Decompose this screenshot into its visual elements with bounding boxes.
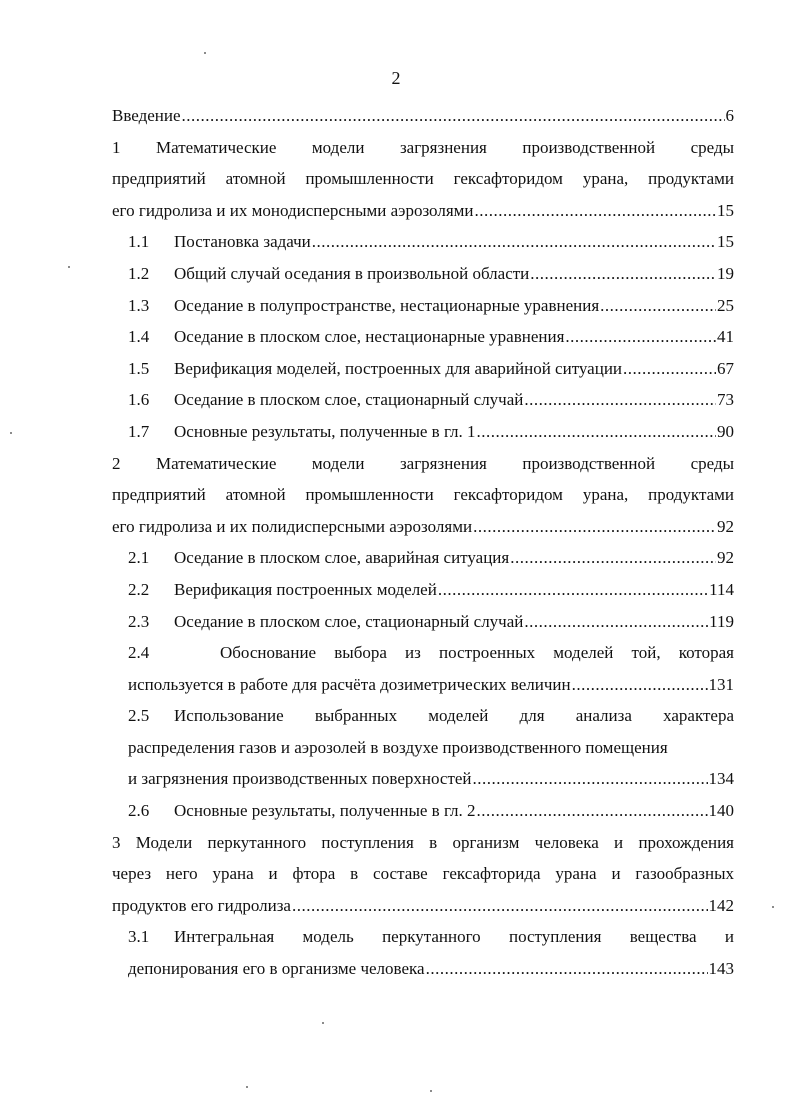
scan-speck <box>204 52 206 54</box>
section-number: 2.3 <box>128 611 150 631</box>
section-title-line-1: 2.5 Использование выбранных моделей для анализа характера <box>128 700 734 732</box>
leader-dots <box>477 416 716 448</box>
section-title: Основные результаты, полученные в гл. 2 <box>174 801 476 821</box>
leader-dots <box>182 100 725 132</box>
toc-entry-chapter-2[interactable] <box>112 448 734 543</box>
toc-entry-page: 92 <box>717 516 734 536</box>
section-title: Оседание в полупространстве, нестационарные уравнения <box>174 295 600 315</box>
toc-entry-chapter-3[interactable] <box>112 827 734 922</box>
toc-entry-section-1-3[interactable] <box>112 290 734 322</box>
section-title-line-1: 2.4 Обоснование выбора из построенных моделей той, которая <box>128 637 734 669</box>
leader-dots <box>510 542 716 574</box>
leader-dots <box>530 258 716 290</box>
section-title-line-2: используется в работе для расчёта дозиметрических величин <box>128 674 571 694</box>
toc-entry-page: 15 <box>717 200 734 220</box>
section-title: Оседание в плоском слое, аварийная ситуация <box>174 548 510 568</box>
toc-entry-page: 114 <box>709 579 734 599</box>
toc-entry-section-1-2[interactable] <box>112 258 734 290</box>
leader-dots <box>524 384 716 416</box>
toc-entry-chapter-1[interactable] <box>112 132 734 227</box>
leader-dots <box>473 511 716 543</box>
page-number: 2 <box>391 68 401 88</box>
toc-entry-section-3-1[interactable] <box>112 921 734 984</box>
section-number: 2.1 <box>128 548 150 568</box>
chapter-title-line-1: 2 Математические модели загрязнения производственной среды <box>112 453 735 473</box>
leader-dots <box>565 321 716 353</box>
toc-entry-section-2-5[interactable] <box>112 700 734 795</box>
chapter-title-line-2: предприятий атомной промышленности гексафторидом урана, продуктами <box>112 169 734 189</box>
toc-entry-page: 90 <box>717 421 734 441</box>
chapter-title-line-1: 3 Модели перкутанного поступления в организм человека и прохождения <box>112 832 734 852</box>
section-number: 1.6 <box>128 390 150 410</box>
scan-speck <box>430 1090 432 1092</box>
chapter-number: 3 <box>112 832 121 852</box>
chapter-number: 1 <box>112 137 121 157</box>
leader-dots <box>475 195 717 227</box>
section-number: 1.2 <box>128 263 150 283</box>
section-number: 1.1 <box>128 232 150 252</box>
section-title: Оседание в плоском слое, нестационарные уравнения <box>174 327 565 347</box>
toc-entry-section-1-7[interactable] <box>112 416 734 448</box>
section-title: Оседание в плоском слое, стационарный случай <box>174 611 524 631</box>
toc-entry-page: 25 <box>717 295 734 315</box>
leader-dots <box>312 226 716 258</box>
leader-dots <box>473 763 708 795</box>
scan-speck <box>246 1086 248 1088</box>
section-title: Верификация построенных моделей <box>174 579 437 599</box>
table-of-contents <box>112 100 734 985</box>
section-title-line-2: распределения газов и аэрозолей в воздухе производственного помещения <box>128 737 668 757</box>
section-title: Общий случай оседания в произвольной области <box>174 263 530 283</box>
section-number: 1.7 <box>128 421 150 441</box>
leader-dots <box>572 669 708 701</box>
leader-dots <box>524 606 708 638</box>
section-number: 1.3 <box>128 295 150 315</box>
leader-dots <box>600 290 716 322</box>
toc-entry-page: 67 <box>717 358 734 378</box>
section-title-line-2: депонирования его в организме человека <box>128 959 425 979</box>
toc-entry-page: 41 <box>717 327 734 347</box>
section-title-line-1: 3.1 Интегральная модель перкутанного поступления вещества и <box>128 921 734 953</box>
toc-entry-intro[interactable] <box>112 100 734 132</box>
chapter-title-line-2: предприятий атомной промышленности гексафторидом урана, продуктами <box>112 485 734 505</box>
chapter-title-line-3: продуктов его гидролиза <box>112 895 291 915</box>
toc-entry-page: 92 <box>717 548 734 568</box>
scan-speck <box>10 432 12 434</box>
toc-entry-section-1-5[interactable] <box>112 353 734 385</box>
toc-entry-page: 142 <box>708 895 734 915</box>
scan-speck <box>68 266 70 268</box>
scan-speck <box>322 1022 324 1024</box>
section-number: 2.2 <box>128 579 150 599</box>
section-number: 1.5 <box>128 358 150 378</box>
chapter-title-line-2: через него урана и фтора в составе гексафторида урана и газообразных <box>112 864 734 884</box>
leader-dots <box>426 953 708 985</box>
toc-entry-page: 140 <box>708 801 734 821</box>
toc-entry-page: 143 <box>708 959 734 979</box>
section-title: Основные результаты, полученные в гл. 1 <box>174 421 476 441</box>
leader-dots <box>438 574 708 606</box>
toc-entry-section-1-6[interactable] <box>112 384 734 416</box>
section-title: Верификация моделей, построенных для аварийной ситуации <box>174 358 623 378</box>
chapter-number: 2 <box>112 453 121 473</box>
toc-entry-section-2-1[interactable] <box>112 542 734 574</box>
section-number: 2.6 <box>128 801 150 821</box>
toc-entry-page: 131 <box>708 674 734 694</box>
section-title-line-3: и загрязнения производственных поверхностей <box>128 769 472 789</box>
chapter-title-line-3: его гидролиза и их полидисперсными аэрозолями <box>112 516 473 536</box>
scan-speck <box>772 906 774 908</box>
toc-entry-section-2-2[interactable] <box>112 574 734 606</box>
toc-entry-page: 73 <box>717 390 734 410</box>
section-number: 2.4 <box>128 643 150 663</box>
section-number: 1.4 <box>128 327 150 347</box>
toc-entry-title: Введение <box>112 106 181 125</box>
section-title: Постановка задачи <box>174 232 311 252</box>
toc-entry-section-2-6[interactable] <box>112 795 734 827</box>
toc-entry-page: 119 <box>709 611 734 631</box>
chapter-title-line-3: его гидролиза и их монодисперсными аэрозолями <box>112 200 474 220</box>
section-title: Оседание в плоском слое, стационарный случай <box>174 390 524 410</box>
section-number: 3.1 <box>128 927 150 947</box>
leader-dots <box>623 353 716 385</box>
toc-entry-page: 134 <box>708 769 734 789</box>
chapter-title-line-1: 1 Математические модели загрязнения производственной среды <box>112 137 735 157</box>
leader-dots <box>292 890 708 922</box>
toc-entry-page: 6 <box>725 106 734 125</box>
toc-entry-section-2-4[interactable] <box>112 637 734 700</box>
section-number: 2.5 <box>128 706 150 726</box>
toc-entry-page: 19 <box>717 263 734 283</box>
leader-dots <box>477 795 708 827</box>
toc-entry-section-2-3[interactable] <box>112 606 734 638</box>
toc-entry-page: 15 <box>717 232 734 252</box>
toc-entry-section-1-4[interactable] <box>112 321 734 353</box>
toc-entry-section-1-1[interactable] <box>112 226 734 258</box>
